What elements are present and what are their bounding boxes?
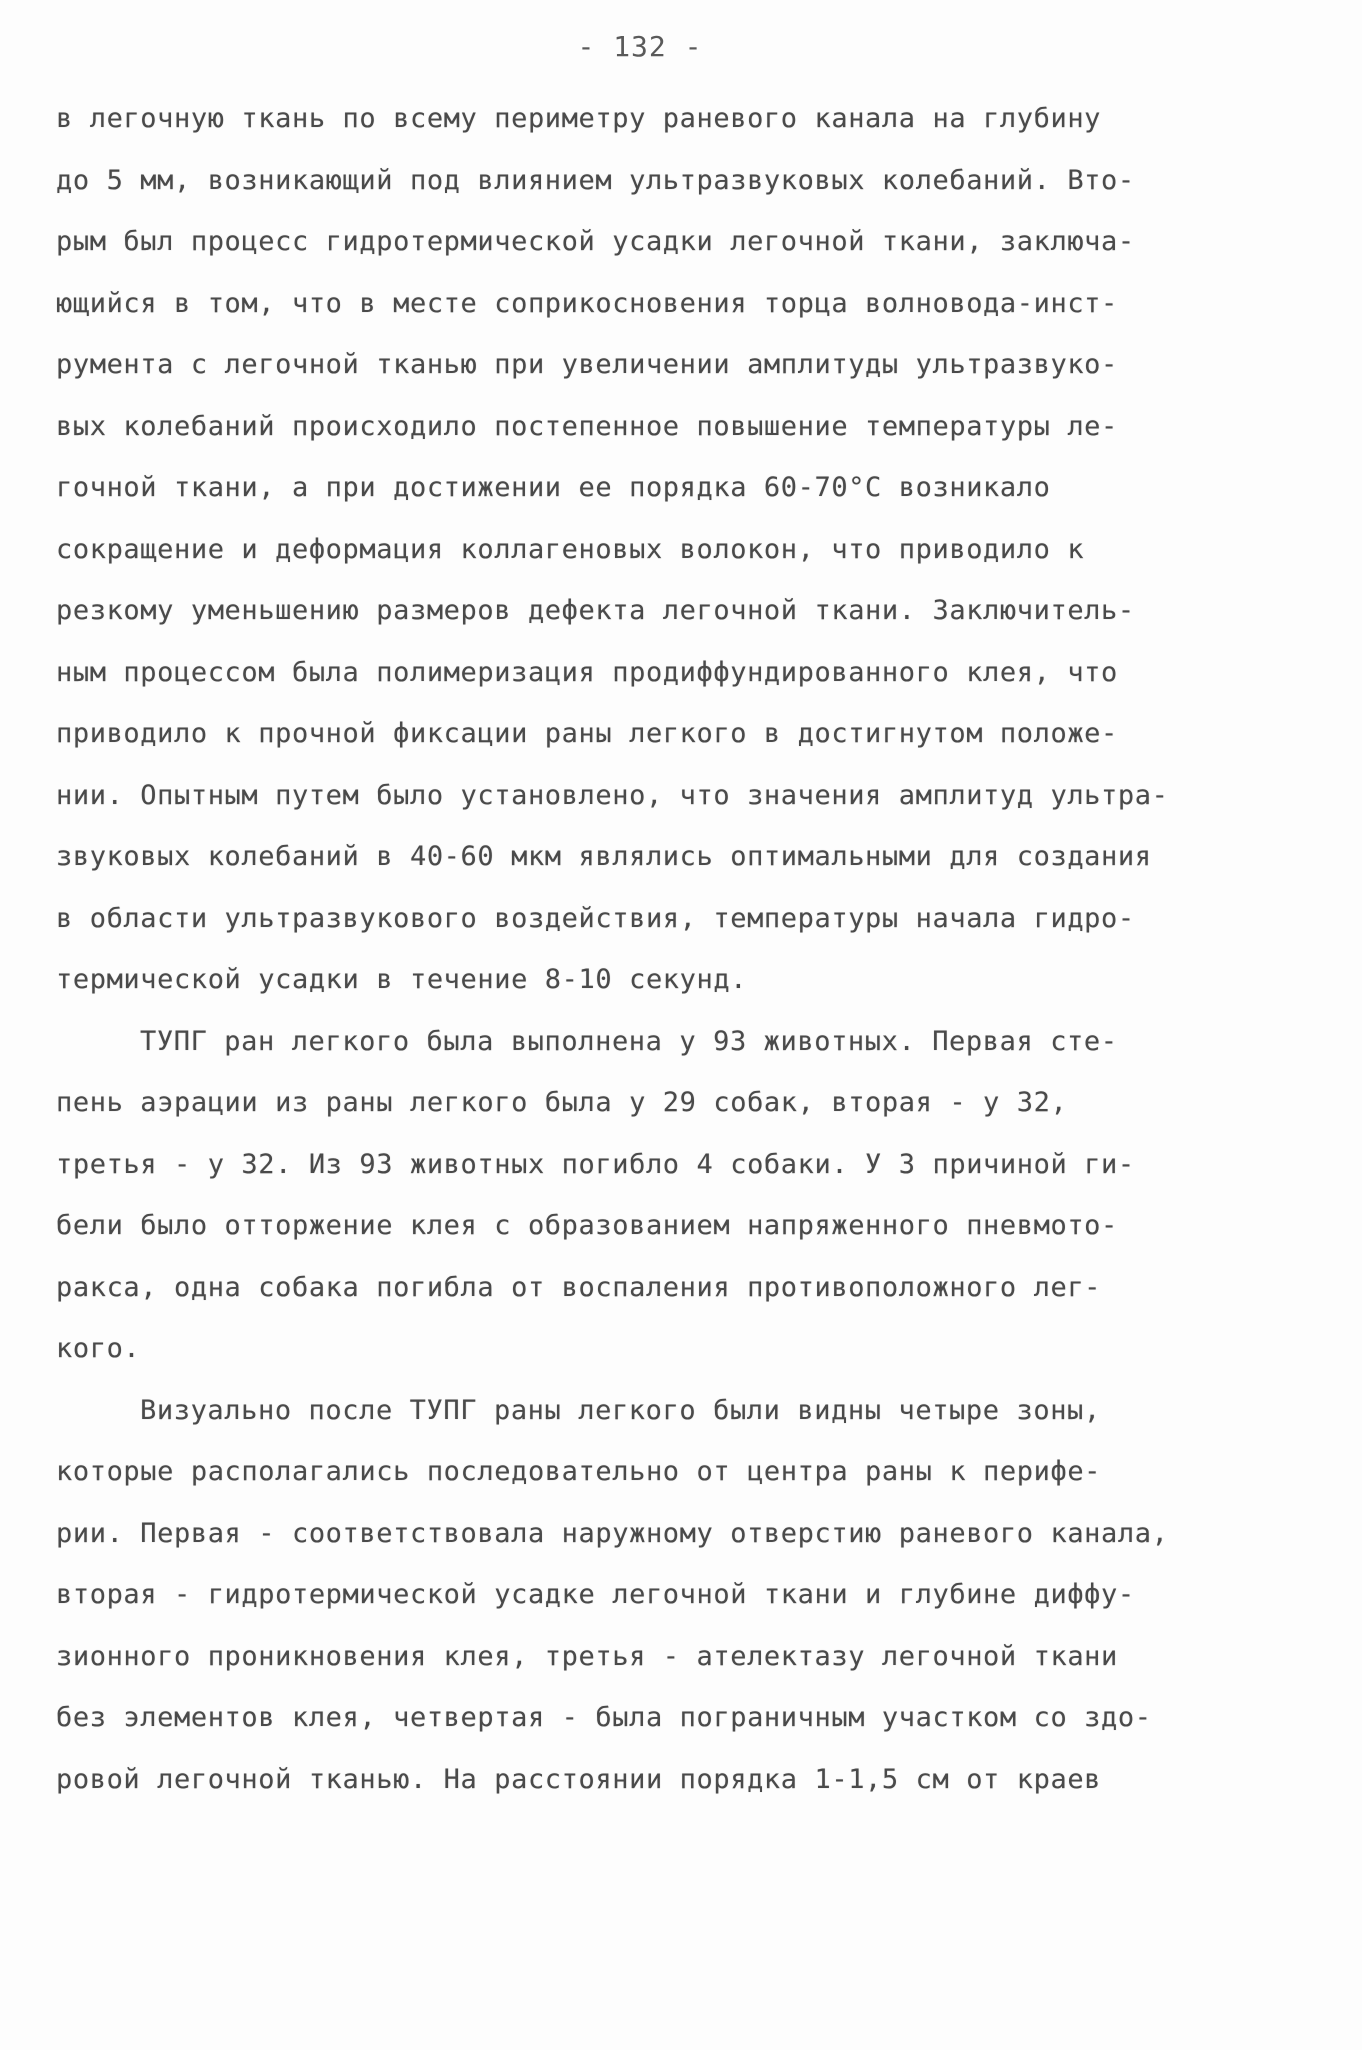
text-line: гочной ткани, а при достижении ее порядка 60-70°С возникало bbox=[56, 472, 1051, 503]
text-line: пень аэрации из раны легкого была у 29 собак, вторая - у 32, bbox=[56, 1087, 1068, 1118]
text-line: ющийся в том, что в месте соприкосновения торца волновода-инст- bbox=[56, 287, 1118, 319]
text-line: третья - у 32. Из 93 животных погибло 4 собаки. У 3 причиной ги- bbox=[56, 1148, 1135, 1180]
text-line: вторая - гидротермической усадке легочной ткани и глубине диффу- bbox=[56, 1579, 1135, 1610]
text-line: ровой легочной тканью. На расстоянии порядка 1-1,5 см от краев bbox=[56, 1763, 1102, 1795]
text-line: приводило к прочной фиксации раны легкого в достигнутом положе- bbox=[56, 718, 1118, 749]
text-line: рым был процесс гидротермической усадки легочной ткани, заключа- bbox=[56, 226, 1135, 257]
paragraph-start-line: Визуально после ТУПГ раны легкого были видны четыре зоны, bbox=[140, 1394, 1101, 1426]
text-line: бели было отторжение клея с образованием напряженного пневмото- bbox=[56, 1210, 1118, 1241]
text-line: термической усадки в течение 8-10 секунд. bbox=[56, 964, 748, 995]
text-line: ным процессом была полимеризация продиффундированного клея, что bbox=[56, 656, 1118, 688]
text-line: в легочную ткань по всему периметру раневого канала на глубину bbox=[56, 103, 1102, 134]
page-number: - 132 - bbox=[577, 30, 703, 63]
text-line: в области ультразвукового воздействия, температуры начала гидро- bbox=[56, 902, 1135, 934]
text-line: которые располагались последовательно от центра раны к перифе- bbox=[56, 1456, 1102, 1487]
text-line: кого. bbox=[56, 1333, 141, 1364]
text-line: вых колебаний происходило постепенное повышение температуры ле- bbox=[56, 410, 1118, 442]
text-line: звуковых колебаний в 40-60 мкм являлись оптимальными для создания bbox=[56, 841, 1152, 872]
text-line: сокращение и деформация коллагеновых волокон, что приводило к bbox=[56, 533, 1085, 565]
text-line: нии. Опытным путем было установлено, что значения амплитуд ультра- bbox=[56, 779, 1169, 811]
text-line: без элементов клея, четвертая - была пограничным участком со здо- bbox=[56, 1702, 1152, 1733]
paragraph-start-line: ТУПГ ран легкого была выполнена у 93 животных. Первая сте- bbox=[140, 1025, 1118, 1057]
text-line: рии. Первая - соответствовала наружному отверстию раневого канала, bbox=[56, 1517, 1169, 1549]
text-line: резкому уменьшению размеров дефекта легочной ткани. Заключитель- bbox=[56, 595, 1135, 626]
text-line: ракса, одна собака погибла от воспаления противоположного лег- bbox=[56, 1271, 1102, 1303]
text-line: до 5 мм, возникающий под влиянием ультразвуковых колебаний. Вто- bbox=[56, 164, 1135, 196]
body-text bbox=[56, 88, 1316, 1810]
text-line: румента с легочной тканью при увеличении амплитуды ультразвуко- bbox=[56, 349, 1118, 380]
text-line: зионного проникновения клея, третья - ателектазу легочной ткани bbox=[56, 1640, 1118, 1672]
